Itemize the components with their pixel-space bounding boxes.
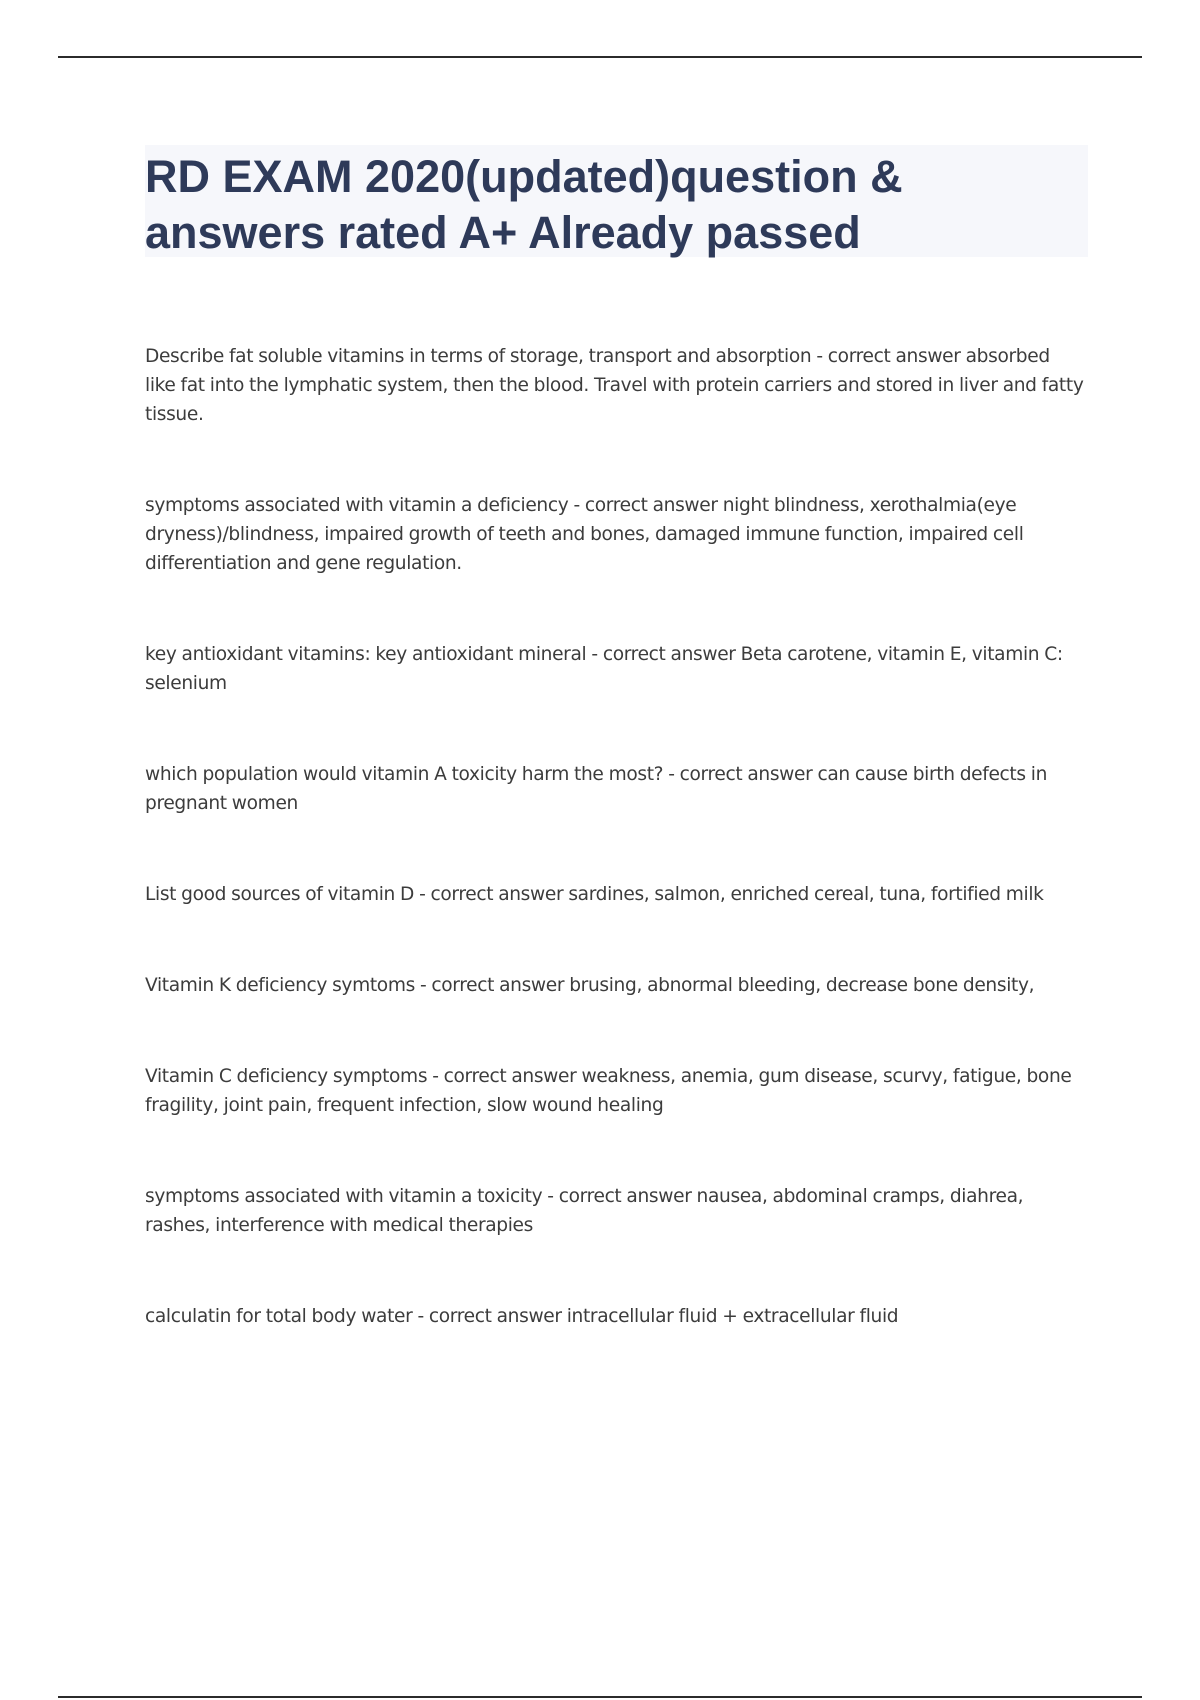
qa-entry-8: symptoms associated with vitamin a toxicity - correct answer nausea, abdominal cramps, diahrea, rashes, interference with medical therapies — [145, 1186, 1024, 1236]
qa-entry-7: Vitamin C deficiency symptoms - correct answer weakness, anemia, gum disease, scurvy, fatigue, bone fragility, joint pain, frequent infection, slow wound healing — [145, 1066, 1072, 1116]
qa-entry-3: key antioxidant vitamins: key antioxidant mineral - correct answer Beta carotene, vitamin E, vitamin C: selenium — [145, 644, 1063, 694]
qa-entry-5: List good sources of vitamin D - correct answer sardines, salmon, enriched cereal, tuna, fortified milk — [145, 884, 1044, 905]
title-box — [145, 145, 1088, 257]
qa-entry-1: Describe fat soluble vitamins in terms of storage, transport and absorption - correct answer absorbed like fat into the lymphatic system, then the blood. Travel with protein carriers and stored in liver and fatty tissue. — [145, 346, 1084, 425]
document-title: RD EXAM 2020(updated)question & answers rated A+ Already passed — [145, 151, 903, 258]
qa-entry-6: Vitamin K deficiency symtoms - correct answer brusing, abnormal bleeding, decrease bone density, — [145, 975, 1035, 996]
qa-entry-2: symptoms associated with vitamin a deficiency - correct answer night blindness, xerothalmia(eye dryness)/blindness, impaired growth of teeth and bones, damaged immune function, impaired cell differentiation and gene regulation. — [145, 495, 1024, 574]
header-rule — [58, 56, 1142, 58]
qa-entry-4: which population would vitamin A toxicity harm the most? - correct answer can cause birth defects in pregnant women — [145, 764, 1048, 814]
qa-list — [145, 342, 1085, 1331]
qa-entry-9: calculatin for total body water - correct answer intracellular fluid + extracellular fluid — [145, 1306, 899, 1327]
footer-rule — [58, 1696, 1142, 1698]
